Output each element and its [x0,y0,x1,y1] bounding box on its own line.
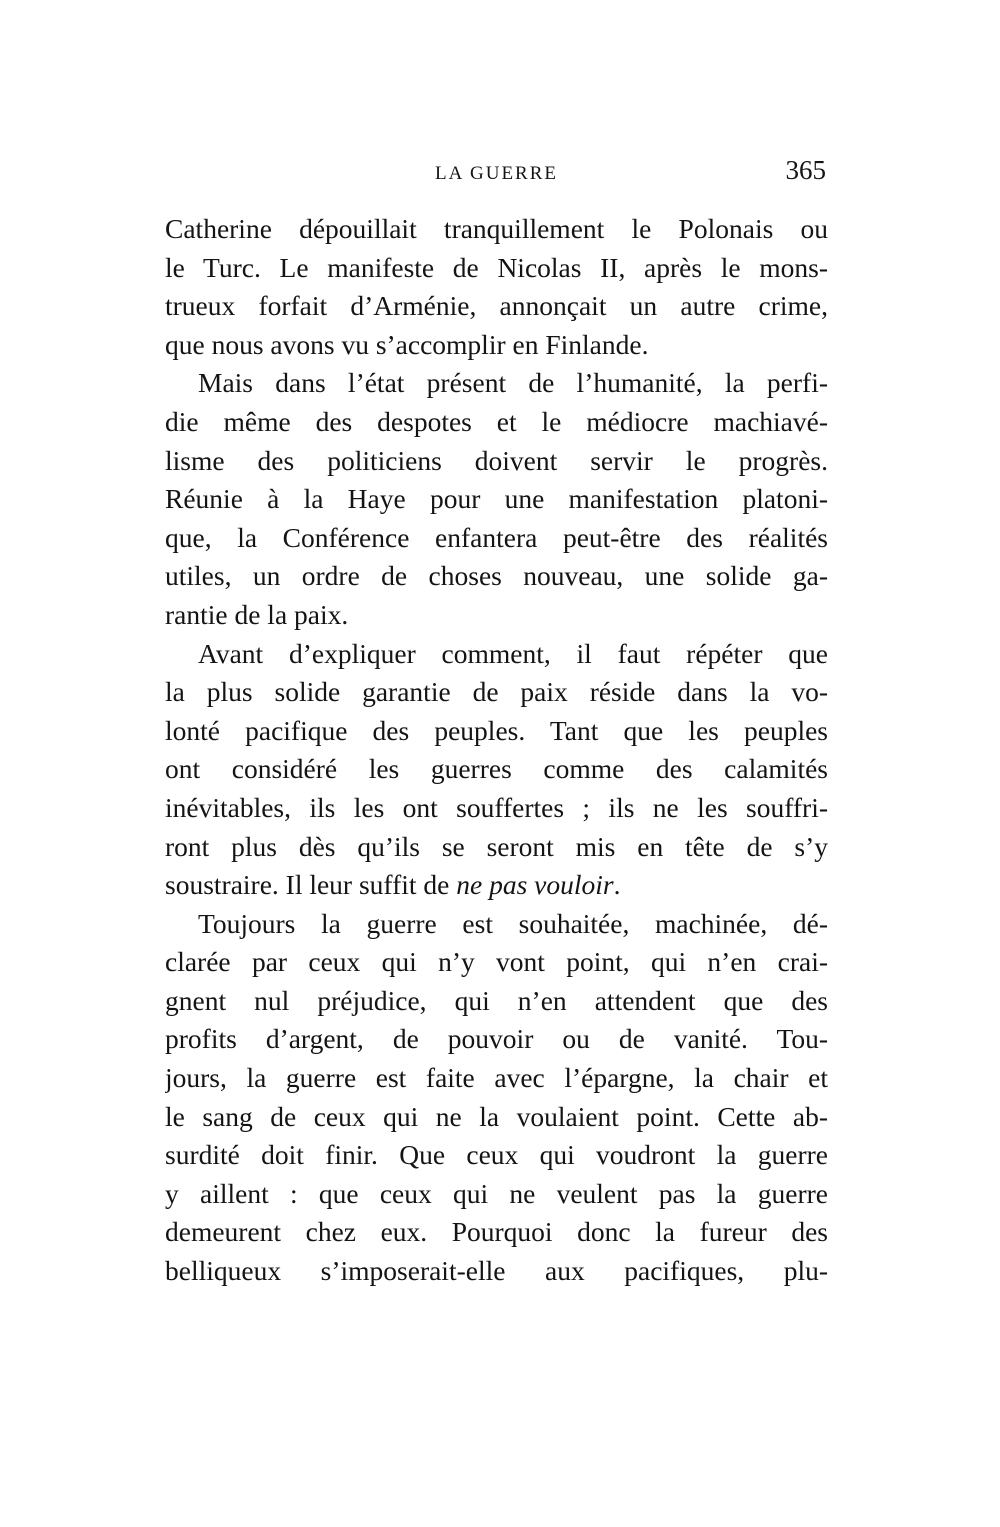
text-line: y aillent : que ceux qui ne veulent pas la guerre [165,1177,828,1209]
text-line: Avant d’expliquer comment, il faut répéter que [198,637,828,669]
text-line: que nous avons vu s’accomplir en Finlande. [165,328,649,360]
text-line: le Turc. Le manifeste de Nicolas II, après le mons- [165,251,828,283]
paragraph-3 [165,635,828,905]
text-line: ont considéré les guerres comme des calamités [165,753,828,785]
text-line: trueux forfait d’Arménie, annonçait un autre crime, [165,290,828,322]
text-line: Catherine dépouillait tranquillement le Polonais ou [165,213,828,244]
paragraph-1 [165,210,828,364]
text-line: la plus solide garantie de paix réside dans la vo- [165,676,828,708]
text-line: lonté pacifique des peuples. Tant que les peuples [165,714,828,746]
text-line: le sang de ceux qui ne la voulaient point. Cette ab- [165,1100,828,1132]
text-line: Toujours la guerre est souhaitée, machinée, dé- [198,907,828,939]
text-line: gnent nul préjudice, qui n’en attendent que des [165,984,828,1016]
text-fragment: soustraire. Il leur suffit de [165,869,457,901]
running-head [165,155,828,195]
text-line: que, la Conférence enfantera peut-être des réalités [165,521,828,553]
text-line: utiles, un ordre de choses nouveau, une solide ga- [165,560,828,592]
text-line: profits d’argent, de pouvoir ou de vanité. Tou- [165,1023,828,1055]
paragraph-4 [165,905,828,1291]
text-line: inévitables, ils les ont souffertes ; ils ne les souffri- [165,791,828,823]
text-line [165,866,828,905]
italic-phrase: ne pas vouloir [456,869,614,901]
text-line: Réunie à la Haye pour une manifestation platoni- [165,483,828,515]
paragraph-2 [165,364,828,634]
text-line: clarée par ceux qui n’y vont point, qui n’en crai- [165,946,828,978]
text-fragment: . [613,869,621,901]
text-line: Mais dans l’état présent de l’humanité, la perfi- [198,367,828,399]
text-line: rantie de la paix. [165,598,349,630]
text-line: belliqueux s’imposerait-elle aux pacifiques, plu- [165,1255,828,1287]
body-text [165,210,828,1291]
text-line: surdité doit finir. Que ceux qui voudront la guerre [165,1139,828,1171]
text-line: die même des despotes et le médiocre machiavé- [165,405,828,437]
page-number: 365 [785,155,826,185]
text-line: ront plus dès qu’ils se seront mis en tête de s’y [165,830,828,862]
running-title: LA GUERRE [434,163,559,184]
text-line: lisme des politiciens doivent servir le progrès. [165,444,828,476]
text-line: jours, la guerre est faite avec l’épargne, la chair et [165,1062,828,1094]
text-line: demeurent chez eux. Pourquoi donc la fureur des [165,1216,828,1248]
